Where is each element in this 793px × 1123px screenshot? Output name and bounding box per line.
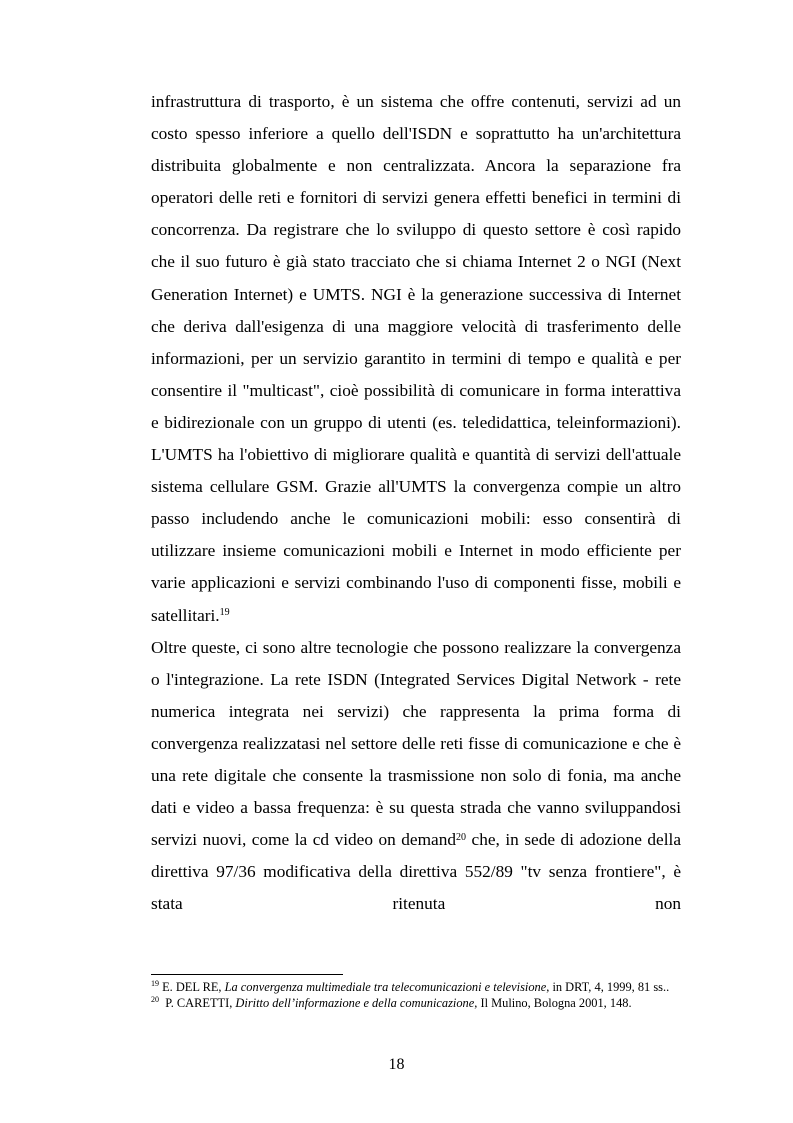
footnote-ref-19[interactable]: 19 [219, 607, 230, 618]
main-text [151, 86, 681, 920]
paragraph-2 [151, 632, 681, 921]
paragraph-1-text: infrastruttura di trasporto, è un sistema che offre contenuti, servizi ad un costo spesso inferiore a quello dell'ISDN e soprattutto ha un'architettura distribuita globalmente e non centralizzata. Ancora la separazione fra operatori delle reti e fornitori di servizi genera effetti benefici in termini di concorrenza. Da registrare che lo sviluppo di questo settore è così rapido che il suo futuro è già stato tracciato che si chiama Internet 2 o NGI (Next Generation Internet) e UMTS. NGI è la generazione successiva di Internet che deriva dall'esigenza di una maggiore velocità di trasferimento delle informazioni, per un servizio garantito in termini di tempo e qualità e per consentire il "multicast", cioè possibilità di comunicare in forma interattiva e bidirezionale con un gruppo di utenti (es. teledidattica, teleinformazioni). L'UMTS ha l'obiettivo di migliorare qualità e quantità di servizi dell'attuale sistema cellulare GSM. Grazie all'UMTS la convergenza compie un altro passo includendo anche le comunicazioni mobili: esso consentirà di utilizzare insieme comunicazioni mobili e Internet in modo efficiente per varie applicazioni e servizi combinando l'uso di componenti fisse, mobili e satellitari. [151, 92, 681, 625]
footnote-20 [151, 996, 683, 1011]
footnote-author: E. DEL RE, [159, 980, 225, 994]
footnote-source: , Il Mulino, Bologna 2001, 148. [474, 995, 632, 1010]
footnote-source: , in DRT, 4, 1999, 81 ss.. [546, 980, 670, 994]
footnote-19 [151, 980, 683, 995]
footnote-number: 20 [151, 994, 159, 1004]
paragraph-2-continuation: che, in sede di adozione della direttiva 97/36 modificativa della direttiva 552/89 "tv senza frontiere", è stata ritenuta non [151, 830, 681, 914]
footnote-separator [151, 974, 343, 975]
footnote-number: 19 [151, 979, 159, 989]
footnotes [151, 980, 683, 1010]
page-number: 18 [388, 1056, 405, 1073]
footnote-title: Diritto dell’informazione e della comunicazione [235, 995, 475, 1010]
footnote-author: P. CARETTI, [159, 995, 236, 1010]
footnote-ref-20[interactable]: 20 [456, 831, 466, 843]
paragraph-2-text: Oltre queste, ci sono altre tecnologie che possono realizzare la convergenza o l'integrazione. La rete ISDN (Integrated Services Digital Network - rete numerica integrata nei servizi) che rappresenta la prima forma di convergenza realizzatasi nel settore delle reti fisse di comunicazione e che è una rete digitale che consente la trasmissione non solo di fonia, ma anche dati e video a bassa frequenza: è su questa strada che vanno sviluppandosi servizi nuovi, come la cd video on demand [151, 637, 681, 850]
footnote-title: La convergenza multimediale tra telecomunicazioni e televisione [224, 980, 547, 994]
paragraph-1 [151, 86, 681, 632]
